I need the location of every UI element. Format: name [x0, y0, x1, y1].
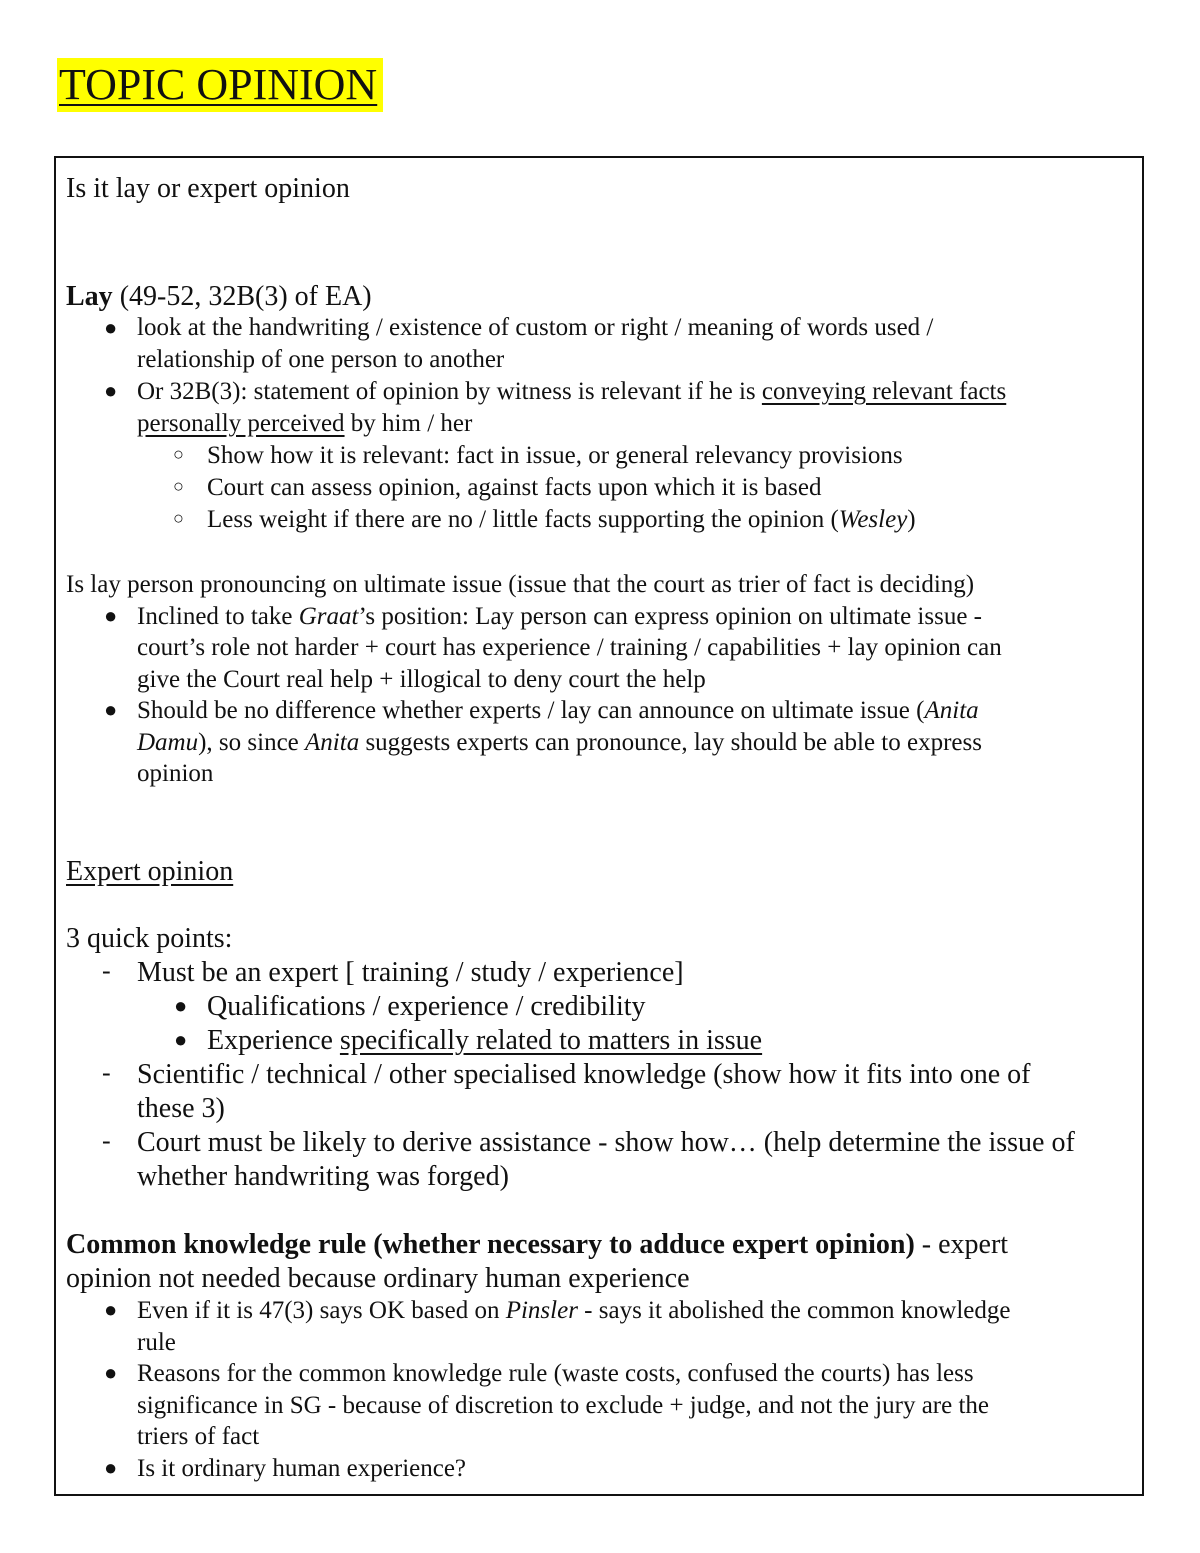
expert-point-1: Must be an expert [ training / study / experience] — [137, 957, 684, 988]
bullet-icon: ● — [104, 315, 118, 340]
lay-sub-3-close: ) — [907, 506, 916, 533]
case-name-damu: Damu — [137, 729, 199, 756]
ultimate-bullet-1-line-3: give the Court real help + illogical to deny court the help — [137, 666, 706, 693]
common-heading-line-1 — [66, 1228, 1008, 1262]
expert-point-1-sub-2-underlined: specifically related to matters in issue — [339, 1025, 763, 1056]
bullet-icon: ● — [104, 603, 118, 628]
lay-bullet-2-text-2: by him / her — [344, 410, 473, 437]
bullet-icon: ● — [104, 697, 118, 722]
lay-sub-3 — [207, 504, 916, 536]
case-name-anita-2: Anita — [305, 729, 360, 756]
ultimate-bullet-1-text-2: ’s position: Lay person can express opinion on ultimate issue - — [358, 603, 982, 630]
lay-bullet-2-underlined-2: personally perceived — [137, 410, 345, 437]
lay-heading-sections: (49-52, 32B(3) of EA) — [112, 281, 372, 312]
ultimate-bullet-1-text: Inclined to take — [137, 603, 299, 630]
expert-point-1-sub-1: Qualifications / experience / credibility — [207, 991, 646, 1022]
lay-sub-2: Court can assess opinion, against facts upon which it is based — [207, 474, 822, 501]
bullet-icon: ● — [104, 1455, 118, 1480]
ultimate-bullet-2-line-2 — [137, 727, 982, 759]
case-name-anita: Anita — [924, 697, 979, 724]
dash-icon: - — [102, 956, 111, 985]
bullet-icon: ● — [104, 1360, 118, 1385]
author-pinsler: Pinsler — [505, 1297, 578, 1324]
circle-bullet-icon: ○ — [173, 444, 184, 464]
ultimate-bullet-2-line-1 — [137, 695, 979, 727]
common-bullet-3: Is it ordinary human experience? — [137, 1455, 467, 1482]
expert-point-3-line-2: whether handwriting was forged) — [137, 1161, 509, 1192]
lay-bullet-2-underlined: conveying relevant facts — [761, 378, 1007, 405]
lay-heading-label: Lay — [66, 281, 113, 312]
lay-bullet-1-line-1: look at the handwriting / existence of custom or right / meaning of words used / — [137, 314, 934, 341]
common-bullet-1-text: Even if it is 47(3) says OK based on — [137, 1297, 506, 1324]
bullet-icon: ● — [104, 1297, 118, 1322]
intro-question: Is it lay or expert opinion — [66, 173, 350, 204]
lay-bullet-1-line-2: relationship of one person to another — [137, 346, 505, 373]
dash-icon: - — [102, 1058, 111, 1087]
dash-icon: - — [102, 1126, 111, 1155]
case-name-wesley: Wesley — [838, 506, 908, 533]
case-name-graat: Graat — [298, 603, 359, 630]
page-title: TOPIC OPINION — [57, 58, 383, 112]
ultimate-heading: Is lay person pronouncing on ultimate issue (issue that the court as trier of fact is deciding) — [66, 571, 975, 598]
expert-point-3-line-1: Court must be likely to derive assistance - show how… (help determine the issue of — [137, 1127, 1075, 1158]
lay-sub-1: Show how it is relevant: fact in issue, or general relevancy provisions — [207, 442, 903, 469]
lay-bullet-2-line-1 — [137, 376, 1006, 408]
expert-quick-points: 3 quick points: — [66, 923, 233, 954]
circle-bullet-icon: ○ — [173, 476, 184, 496]
expert-heading: Expert opinion — [66, 856, 234, 887]
common-heading-line-2: opinion not needed because ordinary human experience — [66, 1263, 690, 1294]
ultimate-bullet-1-line-1 — [137, 601, 982, 633]
common-heading-bold: Common knowledge rule (whether necessary to adduce expert opinion) — [66, 1229, 915, 1260]
expert-point-1-sub-2-text: Experience — [207, 1025, 340, 1056]
ultimate-bullet-1-line-2: court’s role not harder + court has experience / training / capabilities + lay opinion can — [137, 634, 1002, 661]
common-bullet-1-text-2: - says it abolished the common knowledge — [577, 1297, 1011, 1324]
common-bullet-2-line-3: triers of fact — [137, 1423, 260, 1450]
common-bullet-1-line-2: rule — [137, 1329, 176, 1356]
common-bullet-2-line-2: significance in SG - because of discretion to exclude + judge, and not the jury are the — [137, 1392, 990, 1419]
bullet-icon: ● — [104, 378, 118, 403]
lay-bullet-2-text: Or 32B(3): statement of opinion by witness is relevant if he is — [137, 378, 762, 405]
expert-point-1-sub-2 — [207, 1024, 762, 1058]
circle-bullet-icon: ○ — [173, 508, 184, 528]
common-heading-rest: - expert — [914, 1229, 1009, 1260]
lay-bullet-2-line-2 — [137, 408, 472, 440]
lay-sub-3-text: Less weight if there are no / little facts supporting the opinion ( — [207, 506, 839, 533]
expert-point-2-line-1: Scientific / technical / other specialised knowledge (show how it fits into one of — [137, 1059, 1031, 1090]
ultimate-bullet-2-text-3: suggests experts can pronounce, lay should be able to express — [359, 729, 982, 756]
ultimate-bullet-2-line-3: opinion — [137, 760, 214, 787]
ultimate-bullet-2-text: Should be no difference whether experts / lay can announce on ultimate issue ( — [137, 697, 925, 724]
lay-heading — [66, 280, 372, 314]
common-bullet-2-line-1: Reasons for the common knowledge rule (waste costs, confused the courts) has less — [137, 1360, 974, 1387]
bullet-icon: ● — [174, 1027, 188, 1052]
ultimate-bullet-2-text-2: ), so since — [198, 729, 306, 756]
bullet-icon: ● — [174, 993, 188, 1018]
expert-point-2-line-2: these 3) — [137, 1093, 225, 1124]
common-bullet-1-line-1 — [137, 1295, 1010, 1327]
